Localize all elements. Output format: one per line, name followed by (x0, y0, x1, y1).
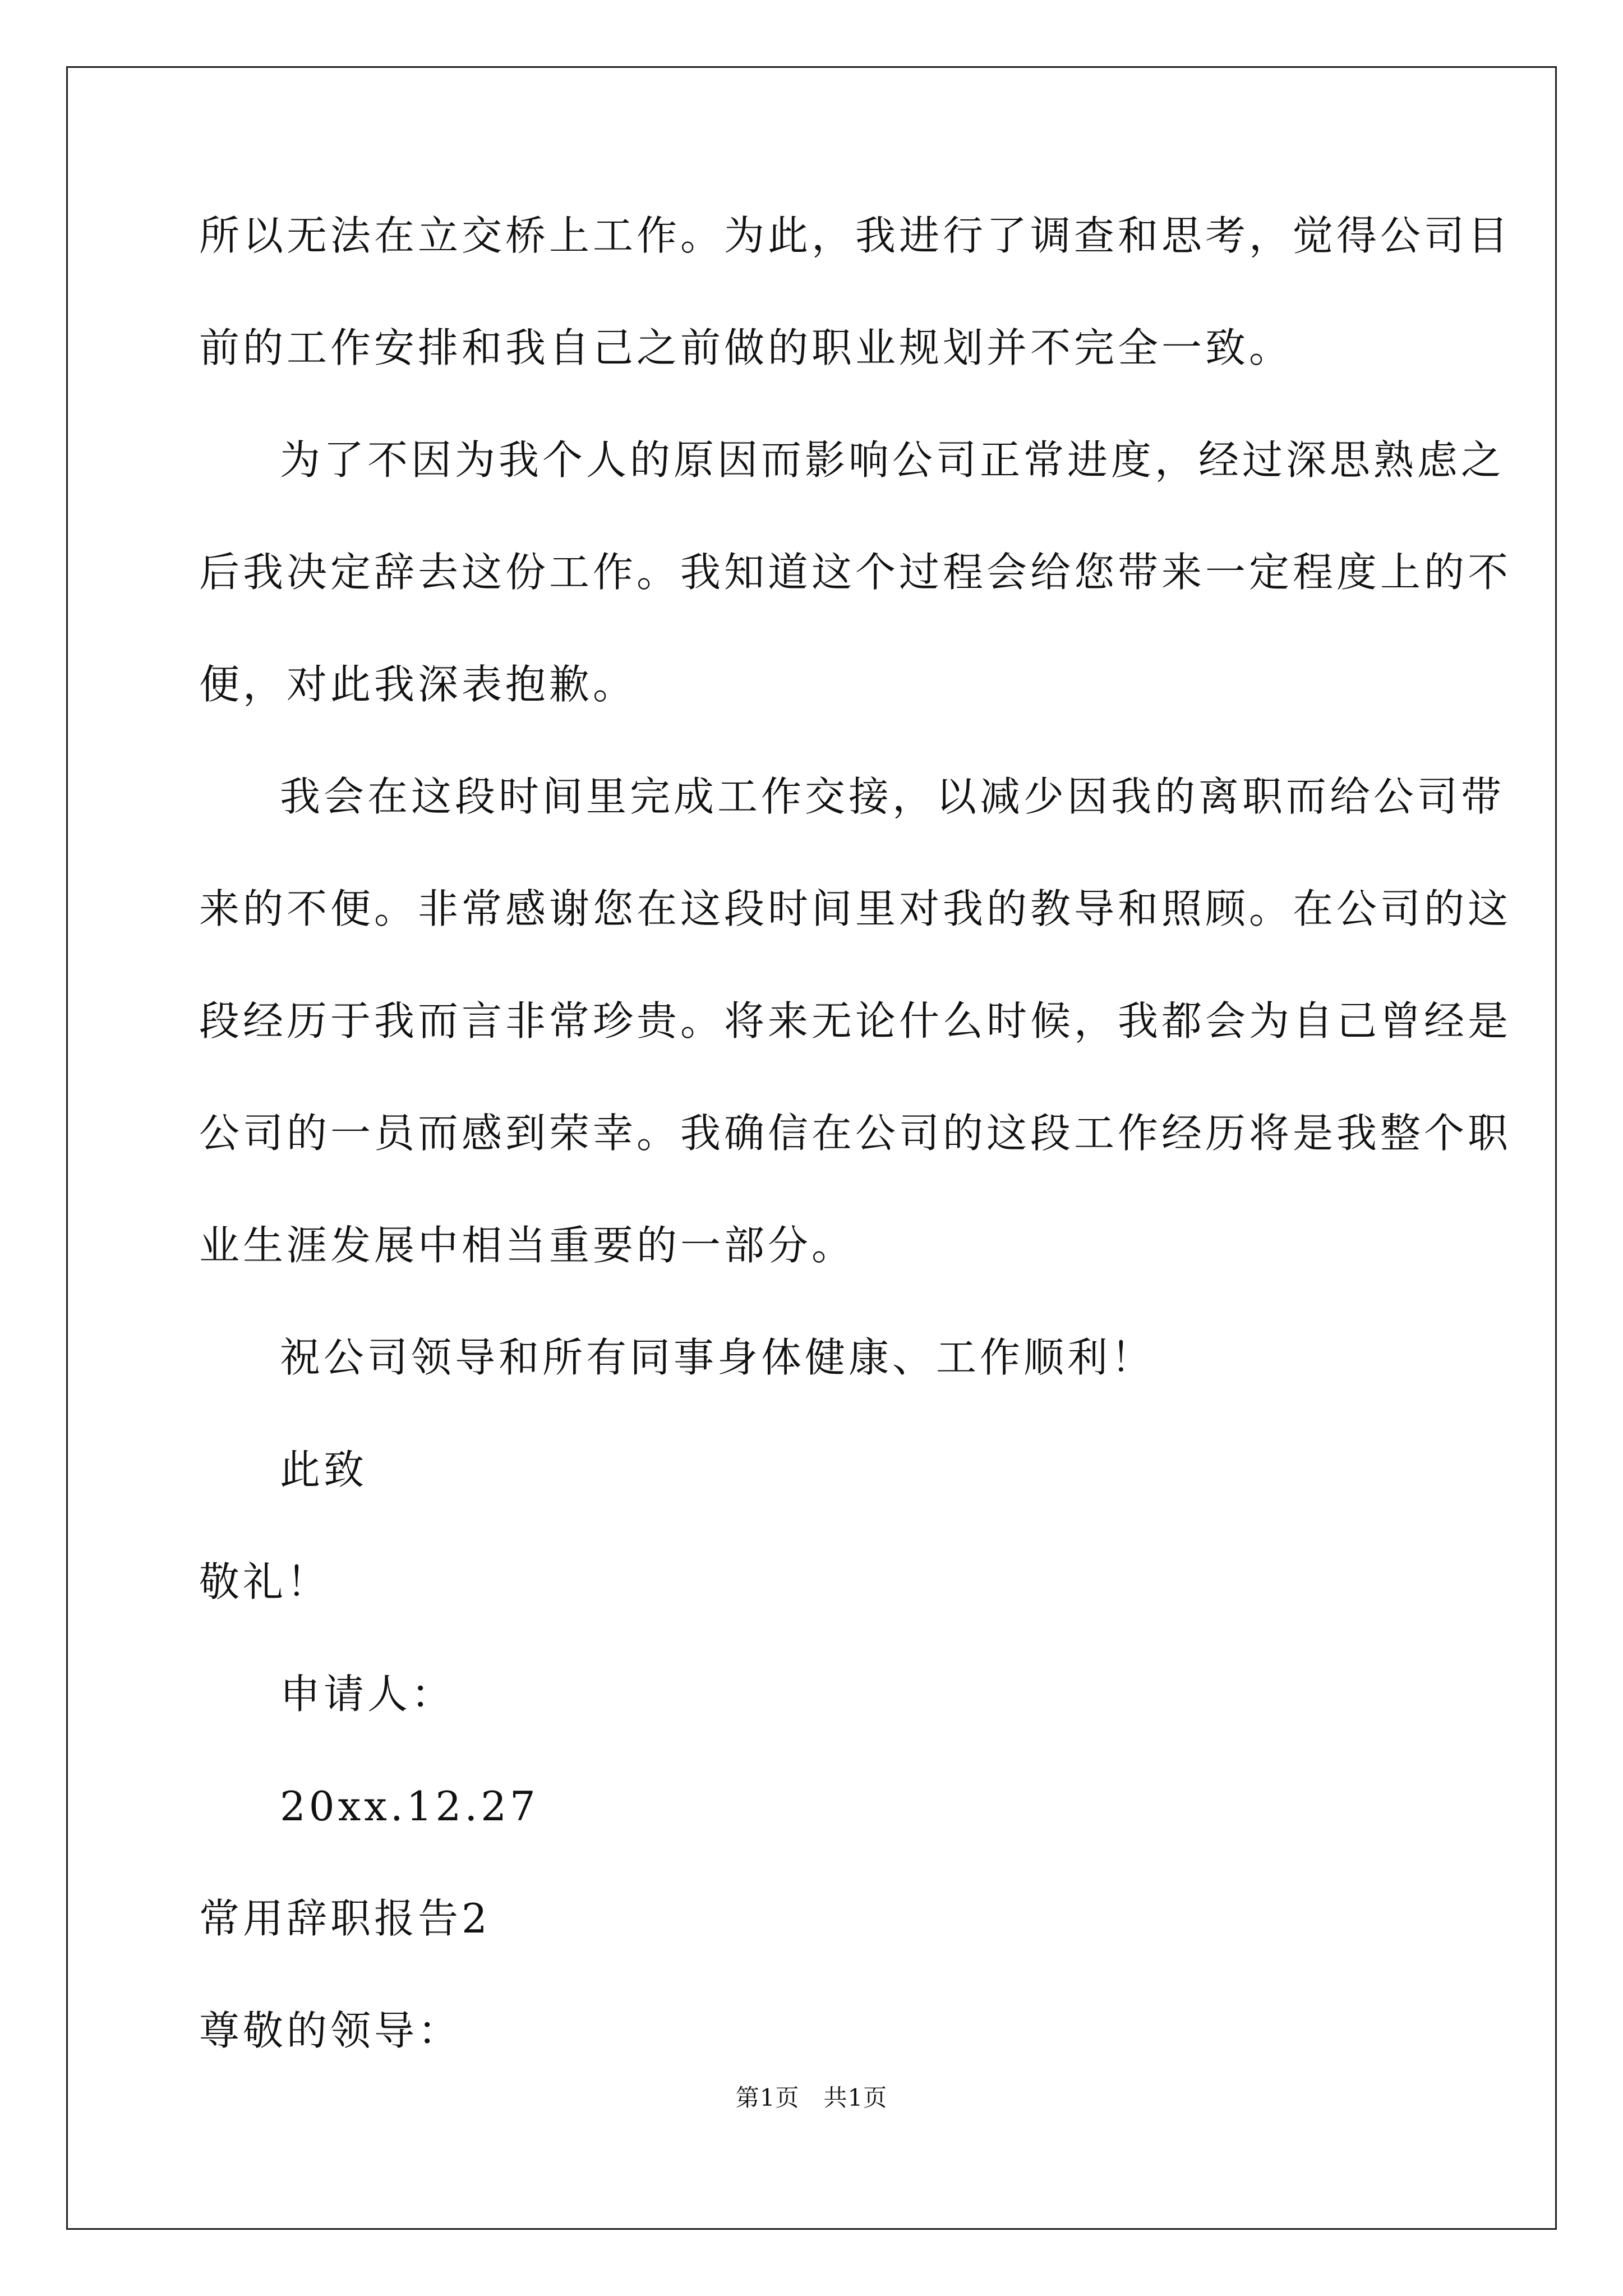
applicant-label: 申请人： (280, 1671, 455, 1718)
salutation-regards: 敬礼！ (199, 1558, 331, 1605)
text-line: 所以无法在立交桥上工作。为此，我进行了调查和思考，觉得公司目 (199, 212, 1512, 259)
salutation-close: 此致 (280, 1446, 368, 1493)
text-line: 业生涯发展中相当重要的一部分。 (199, 1222, 856, 1269)
text-line: 后我决定辞去这份工作。我知道这个过程会给您带来一定程度上的不 (199, 549, 1512, 596)
text-line: 公司的一员而感到荣幸。我确信在公司的这段工作经历将是我整个职 (199, 1110, 1512, 1157)
text-line: 段经历于我而言非常珍贵。将来无论什么时候，我都会为自己曾经是 (199, 997, 1512, 1045)
text-line: 我会在这段时间里完成工作交接，以减少因我的离职而给公司带 (280, 773, 1505, 820)
date-text: 20xx.12.27 (280, 1783, 539, 1830)
text-line: 前的工作安排和我自己之前做的职业规划并不完全一致。 (199, 324, 1293, 371)
section-heading: 常用辞职报告2 (199, 1895, 491, 1942)
greeting-line: 尊敬的领导： (199, 2007, 462, 2054)
text-line: 来的不便。非常感谢您在这段时间里对我的教导和照顾。在公司的这 (199, 885, 1512, 932)
closing-wish: 祝公司领导和所有同事身体健康、工作顺利！ (280, 1334, 1155, 1381)
page-number-footer: 第1页 共1页 (735, 2084, 888, 2111)
text-line: 便，对此我深表抱歉。 (199, 661, 637, 708)
text-line: 为了不因为我个人的原因而影响公司正常进度，经过深思熟虑之 (280, 436, 1505, 484)
